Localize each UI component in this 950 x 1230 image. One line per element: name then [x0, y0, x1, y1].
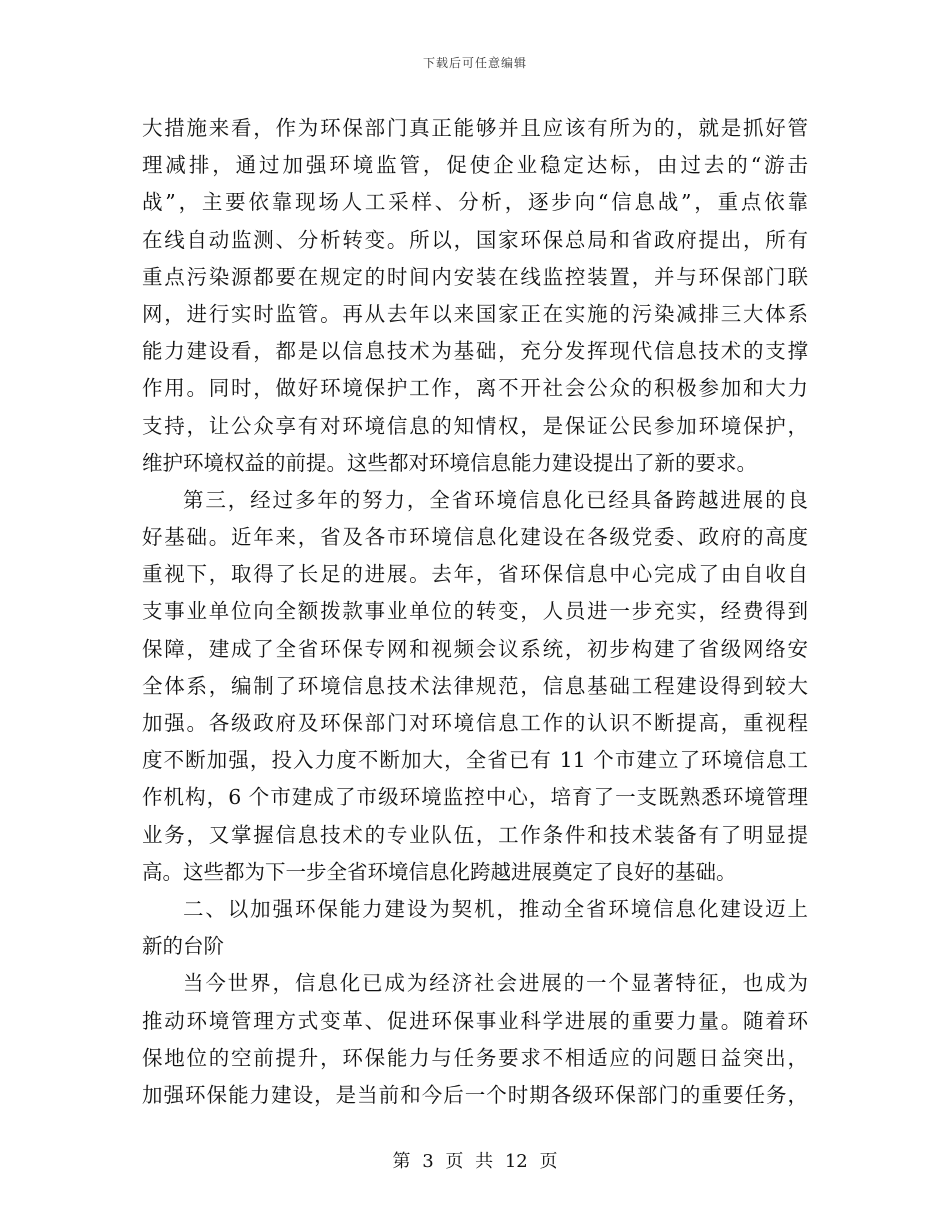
- section-heading-line: 新的台阶: [142, 934, 224, 959]
- text-line: 理减排，通过加强环境监管，促使企业稳定达标，由过去的“游击: [142, 153, 808, 178]
- text-line: 维护环境权益的前提。这些都对环境信息能力建设提出了新的要求。: [142, 450, 757, 475]
- text-line: 业务，又掌握信息技术的专业队伍，工作条件和技术装备有了明显提: [142, 822, 808, 847]
- text-line: 在线自动监测、分析转变。所以，国家环保总局和省政府提出，所有: [142, 227, 808, 252]
- text-line: 重视下，取得了长足的进展。去年，省环保信息中心完成了由自收自: [142, 562, 808, 587]
- text-line: 网，进行实时监管。再从去年以来国家正在实施的污染减排三大体系: [142, 301, 808, 326]
- text-line: 度不断加强，投入力度不断加大，全省已有 11 个市建立了环境信息工: [142, 748, 808, 773]
- paragraph-first-line: 第三，经过多年的努力，全省环境信息化已经具备跨越进展的良: [183, 487, 808, 512]
- text-line: 高。这些都为下一步全省环境信息化跨越进展奠定了良好的基础。: [142, 859, 737, 884]
- text-line: 全体系，编制了环境信息技术法律规范，信息基础工程建设得到较大: [142, 673, 808, 698]
- text-line: 加强。各级政府及环保部门对环境信息工作的认识不断提高，重视程: [142, 711, 808, 735]
- paragraph-first-line: 当今世界，信息化已成为经济社会进展的一个显著特征，也成为: [183, 971, 808, 996]
- text-line: 保障，建成了全省环保专网和视频会议系统，初步构建了省级网络安: [142, 636, 808, 661]
- document-body: [142, 110, 808, 1114]
- text-line: 加强环保能力建设，是当前和今后一个时期各级环保部门的重要任务，: [142, 1082, 808, 1107]
- text-line: 作机构，6 个市建成了市级环境监控中心，培育了一支既熟悉环境管理: [142, 785, 808, 810]
- text-line: 能力建设看，都是以信息技术为基础，充分发挥现代信息技术的支撑: [142, 339, 808, 364]
- text-line: 支持，让公众享有对环境信息的知情权，是保证公民参加环境保护，: [142, 413, 808, 438]
- text-line: 保地位的空前提升，环保能力与任务要求不相适应的问题日益突出，: [142, 1045, 808, 1070]
- text-line: 好基础。近年来，省及各市环境信息化建设在各级党委、政府的高度: [142, 525, 808, 550]
- text-line: 支事业单位向全额拨款事业单位的转变，人员进一步充实，经费得到: [142, 599, 808, 624]
- text-line: 大措施来看，作为环保部门真正能够并且应该有所为的，就是抓好管: [142, 116, 808, 140]
- page-header: 下载后可任意编辑: [422, 56, 527, 70]
- text-line: 作用。同时，做好环境保护工作，离不开社会公众的积极参加和大力: [142, 376, 808, 401]
- text-line: 重点污染源都要在规定的时间内安装在线监控装置，并与环保部门联: [142, 264, 808, 289]
- text-line: 战”，主要依靠现场人工采样、分析，逐步向“信息战”，重点依靠: [142, 190, 808, 215]
- text-line: 推动环境管理方式变革、促进环保事业科学进展的重要力量。随着环: [142, 1008, 808, 1033]
- page-footer: 第 3 页 共 12 页: [392, 1151, 558, 1172]
- section-heading-line: 二、以加强环保能力建设为契机，推动全省环境信息化建设迈上: [183, 896, 808, 921]
